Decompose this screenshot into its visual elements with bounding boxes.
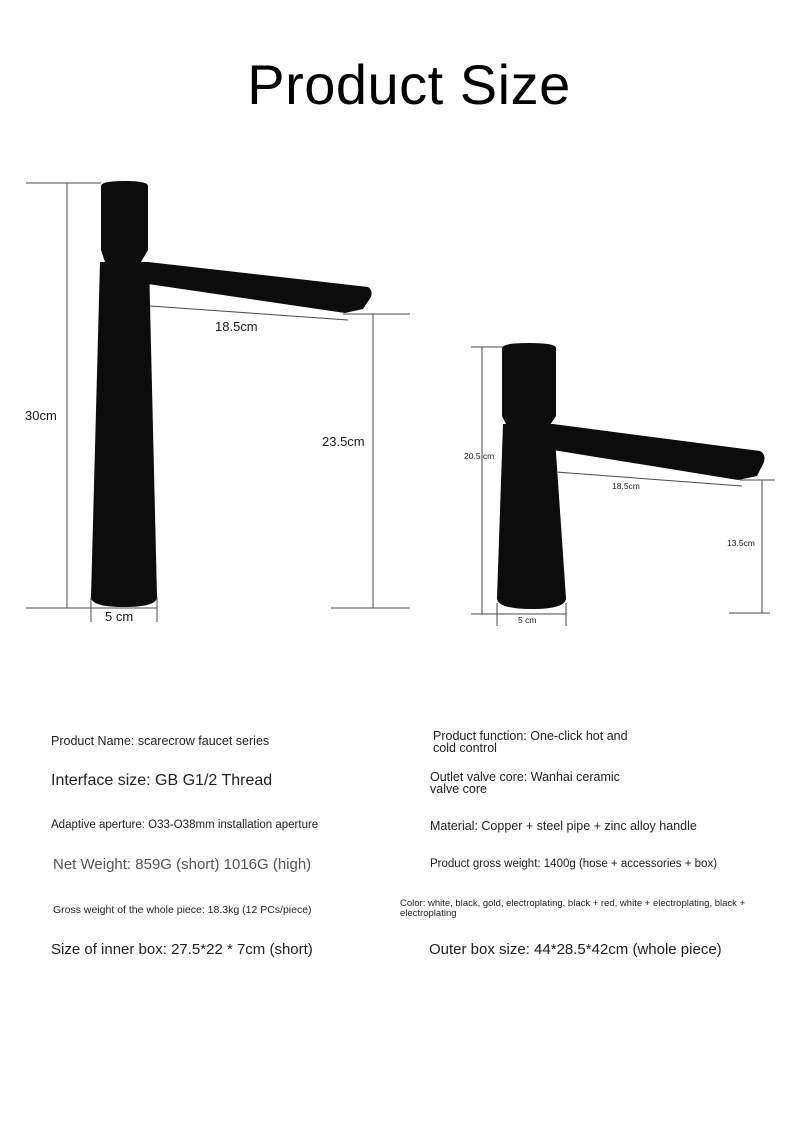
short-spout-height-label: 13.5cm bbox=[727, 538, 755, 548]
short-spout-length-label: 18.5cm bbox=[612, 481, 640, 491]
spec-color: Color: white, black, gold, electroplating, black + red, white + electroplating, black + electroplating bbox=[400, 898, 746, 919]
tall-faucet-body bbox=[91, 262, 157, 607]
spec-product-name: Product Name: scarecrow faucet series bbox=[51, 734, 270, 748]
spec-product-function-line1: Product function: One-click hot and bbox=[433, 729, 628, 743]
short-faucet-handle bbox=[502, 343, 556, 428]
spec-interface-size: Interface size: GB G1/2 Thread bbox=[51, 772, 273, 789]
tall-faucet-dimension-lines bbox=[26, 183, 410, 622]
tall-faucet-illustration bbox=[91, 181, 372, 607]
tall-spout-length-label: 18.5cm bbox=[215, 319, 258, 334]
short-base-label: 5 cm bbox=[518, 615, 537, 625]
spec-outlet-valve-line2: valve core bbox=[430, 782, 487, 796]
spec-material: Material: Copper + steel pipe + zinc alloy handle bbox=[430, 819, 697, 833]
short-faucet-body bbox=[497, 424, 566, 609]
tall-height-label: 30cm bbox=[25, 408, 57, 423]
spec-gross-weight: Product gross weight: 1400g (hose + accessories + box) bbox=[430, 858, 718, 870]
tall-faucet-handle bbox=[101, 181, 148, 262]
page-title: Product Size bbox=[247, 53, 571, 116]
spec-product-function-line2: cold control bbox=[433, 741, 497, 755]
spec-outlet-valve-line1: Outlet valve core: Wanhai ceramic bbox=[430, 770, 620, 784]
spec-outer-box: Outer box size: 44*28.5*42cm (whole piece) bbox=[429, 941, 722, 958]
spec-inner-box: Size of inner box: 27.5*22 * 7cm (short) bbox=[51, 941, 313, 958]
spec-whole-piece-weight: Gross weight of the whole piece: 18.3kg (12 PCs/piece) bbox=[53, 904, 312, 916]
tall-spout-height-label: 23.5cm bbox=[322, 434, 365, 449]
tall-base-label: 5 cm bbox=[105, 609, 134, 624]
spec-adaptive-aperture: Adaptive aperture: O33-O38mm installation aperture bbox=[51, 819, 319, 831]
short-height-label: 20.5 cm bbox=[464, 451, 495, 461]
spec-net-weight: Net Weight: 859G (short) 1016G (high) bbox=[53, 856, 312, 873]
short-faucet-illustration bbox=[497, 343, 765, 609]
